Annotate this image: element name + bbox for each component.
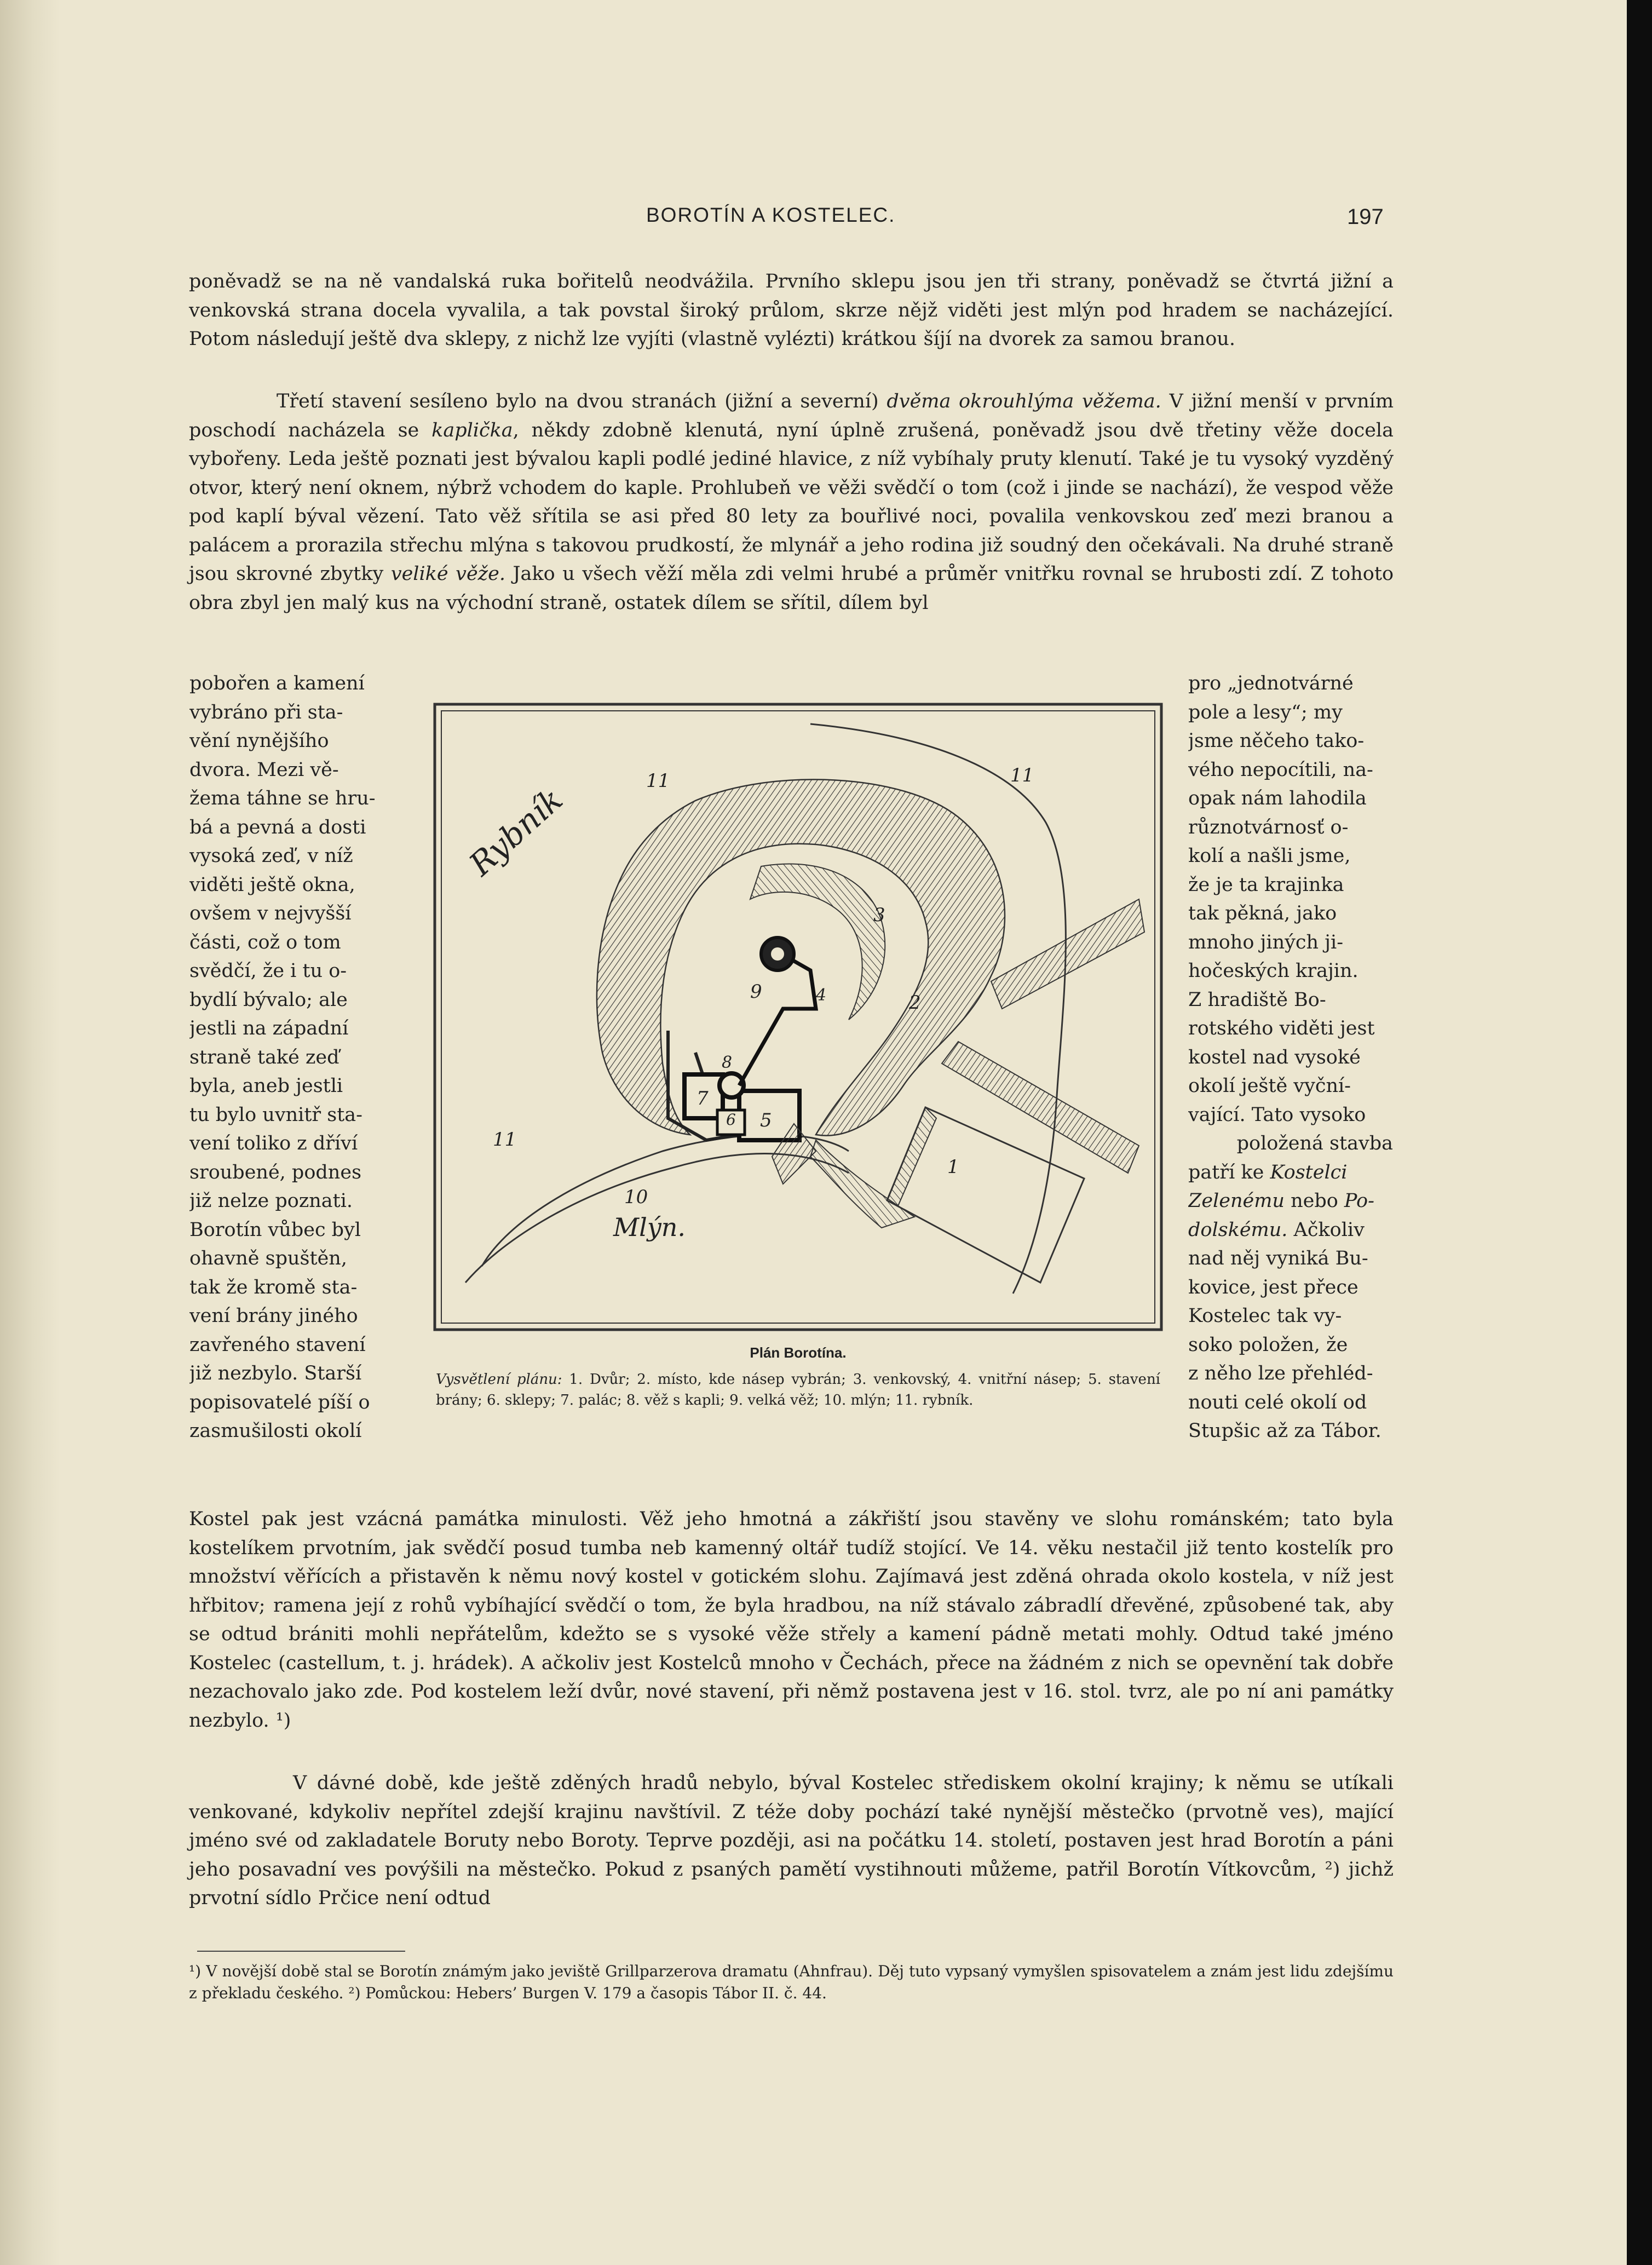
left-line: sroubené, podnes xyxy=(189,1161,362,1183)
right-line: mnoho jiných ji- xyxy=(1188,931,1344,953)
right-line: jsme něčeho tako- xyxy=(1188,730,1365,752)
label-10: 10 xyxy=(624,1186,648,1208)
tower-connecting-wall xyxy=(739,959,816,1085)
left-line: bá a pevná a dosti xyxy=(189,816,366,838)
right-line: kovice, jest přece xyxy=(1188,1276,1359,1298)
right-line: soko položen, že xyxy=(1188,1333,1348,1356)
label-5: 5 xyxy=(760,1109,772,1131)
label-4: 4 xyxy=(816,986,827,1005)
footnote-2: ²) Pomůckou: Hebers’ Burgen V. 179 a časopis Tábor II. č. 44. xyxy=(343,1984,827,2002)
courtyard-edge xyxy=(942,1042,1139,1173)
paragraph-2-text-c: V jižní menší v prvním poschodí nacházela se xyxy=(189,390,1394,441)
paragraph-4-text: V dávné době, kde ještě zděných hradů nebylo, býval Kostelec střediskem okolní krajiny; k němu se utíkali venkované, kdykoliv nepřítel zdejší krajinu navštívil. Z téže doby pochází také nynější městečko (prvotně ves), mající jméno své od zakladatele Boruty nebo Boroty. Teprve později, asi na počátku 14. století, postaven jest hrad Borotín a páni jeho posavadní ves povýšili na městečko. Pokud z psaných pamětí vystihnouti můžeme, patřil Borotín Vítkovcům, ²) jichž prvotní sídlo Prčice není odtud xyxy=(189,1772,1394,1909)
label-mlyn: Mlýn. xyxy=(613,1212,686,1242)
left-line: vení toliko z dříví xyxy=(189,1132,358,1154)
paragraph-4 xyxy=(189,1769,1394,1913)
left-line: žema táhne se hru- xyxy=(189,787,376,809)
paragraph-3 xyxy=(189,1505,1394,1735)
paragraph-2-text-g: Jako u všech věží měla zdi velmi hrubé a průměr vnitřku rovnal se hrubosti zdí. Z tohoto obra zbyl jen malý kus na východní straně, ostatek dílem se sřítil, dílem byl xyxy=(189,563,1394,614)
left-line: zasmušilosti okolí xyxy=(189,1420,362,1442)
paragraph-1 xyxy=(189,267,1394,354)
farmyard-wall xyxy=(887,1107,936,1206)
left-line: již nezbylo. Starší xyxy=(189,1363,362,1384)
label-11-left: 11 xyxy=(493,1129,517,1151)
right-line: že je ta krajinka xyxy=(1188,873,1344,896)
right-line: opak nám lahodila xyxy=(1188,787,1367,809)
paragraph-2 xyxy=(189,387,1394,617)
label-1: 1 xyxy=(947,1156,959,1178)
left-line: viděti ještě okna, xyxy=(189,873,355,896)
right-line: dolskému. Ačkoliv xyxy=(1188,1218,1365,1241)
label-8: 8 xyxy=(722,1053,733,1072)
left-line: tak že kromě sta- xyxy=(189,1276,358,1298)
paragraph-2-italic-towers: dvěma okrouhlýma věžema. xyxy=(887,390,1161,412)
left-line: Borotín vůbec byl xyxy=(189,1218,361,1241)
footnote-rule xyxy=(197,1951,405,1952)
left-line: vění nynějšího xyxy=(189,730,329,752)
right-line: Kostelec tak vy- xyxy=(1188,1305,1342,1327)
left-line: již nelze poznati. xyxy=(189,1190,353,1212)
right-line: kostel nad vysoké xyxy=(1188,1046,1361,1068)
paragraph-2-text-e: , někdy zdobně klenutá, nyní úplně zrušená, poněvadž jsou dvě třetiny věže docela vybořeny. Leda ještě poznati jest bývalou kapli podlé jediné hlavice, z níž vybíhaly pruty klenutí. Také je tu vysoký vyzděný otvor, který není oknem, nýbrž vchodem do kaple. Prohlubeň ve věži svědčí o tom (což i jinde se nachází), že vespod věže pod kaplí býval vězení. Tato věž sřítila se asi před 80 lety za bouřlivé noci, povalila venkovskou zeď mezi branou a palácem a prorazila střechu mlýna s takovou prudkostí, že mlynář a jeho rodina již soudný den očekávali. Na druhé straně jsou skrovné zbytky xyxy=(189,419,1394,585)
label-6: 6 xyxy=(726,1111,736,1129)
figure-legend-label: Vysvětlení plánu: xyxy=(436,1371,562,1388)
footnote-1: ¹) V novější době stal se Borotín známým jako jeviště Grillparzerova dramatu (Ahnfrau). Děj tuto vypsaný vymyšlen spisovatelem a znám jest lidu zdejšímu z překladu českého. xyxy=(189,1962,1394,2002)
right-line: tak pěkná, jako xyxy=(1188,902,1337,924)
left-line: jestli na západní xyxy=(189,1017,349,1039)
castle-plan-figure xyxy=(433,702,1164,1332)
label-9: 9 xyxy=(750,981,762,1003)
left-line: tu bylo uvnitř sta- xyxy=(189,1103,362,1126)
page-gutter-shadow xyxy=(0,0,60,2265)
road-hatched xyxy=(991,899,1144,1009)
left-line: popisovatelé píší o xyxy=(189,1391,370,1413)
label-2: 2 xyxy=(909,992,921,1014)
left-line: pobořen a kamení xyxy=(189,672,365,694)
scan-edge xyxy=(1627,0,1652,2265)
paragraph-2-italic-chapel: kaplička xyxy=(431,419,513,441)
right-line: rotského viděti jest xyxy=(1188,1017,1375,1039)
left-line: dvora. Mezi vě- xyxy=(189,758,339,781)
right-line: hočeských krajin. xyxy=(1188,960,1359,982)
figure-title: Plán Borotína. xyxy=(750,1344,847,1361)
figure-caption xyxy=(433,1344,1164,1411)
right-line: pro „jednotvárné xyxy=(1188,672,1354,694)
paragraph-1-text: poněvadž se na ně vandalská ruka bořitelů neodvážila. Prvního sklepu jsou jen tři strany, poněvadž se čtvrtá jižní a venkovská strana docela vyvalila, a tak povstal široký průlom, skrze nějž viděti jest mlýn pod hradem se nacházející. Potom následují ještě dva sklepy, z nichž lze vyjíti (vlastně vylézti) krátkou šíjí na dvorek za samou branou. xyxy=(189,271,1394,350)
right-line: okolí ještě vyční- xyxy=(1188,1075,1351,1097)
right-line: pole a lesy“; my xyxy=(1188,701,1343,723)
label-rybnik: Rybník xyxy=(462,780,570,883)
right-line: Z hradiště Bo- xyxy=(1188,988,1326,1011)
label-7: 7 xyxy=(697,1088,709,1109)
label-11-top-left: 11 xyxy=(646,770,670,792)
left-line: vybráno při sta- xyxy=(189,701,343,723)
right-wrap-column xyxy=(1188,669,1393,1446)
right-line: z něho lze přehléd- xyxy=(1188,1363,1373,1384)
right-line: položená stavba xyxy=(1236,1132,1393,1154)
right-line: vého nepocítili, na- xyxy=(1188,758,1373,781)
figure-legend-text: 1. Dvůr; 2. místo, kde násep vybrán; 3. venkovský, 4. vnitřní násep; 5. stavení brány; 6. sklepy; 7. palác; 8. věž s kapli; 9. velká věž; 10. mlýn; 11. rybník. xyxy=(436,1371,1161,1409)
paragraph-3-text: Kostel pak jest vzácná památka minulosti. Věž jeho hmotná a zákřiští jsou stavěny ve slohu románském; tato byla kostelíkem prvotním, jak svědčí posud tumba neb kamenný oltář tudíž stojící. Ve 14. věku nestačil již tento kostelík pro množství věřících a přistavěn k němu nový kostel v gotickém slohu. Zajímavá jest zděná ohrada okolo kostela, v níž jest hřbitov; ramena její z rohů vybíhající svědčí o tom, že byla hradbou, na níž stávalo zábradlí dřevěné, způsobené tak, aby se odtud brániti mohli nepřátelům, kdežto se s vysoké věže střely a kamení pádně metati mohly. Odtud také jméno Kostelec (castellum, t. j. hrádek). A ačkoliv jest Kostelců mnoho v Čechách, přece na žádném z nich se opevnění tak dobře nezachovalo jako zde. Pod kostelem leží dvůr, nové stavení, při němž postavena jest v 16. stol. tvrz, ale po ní ani památky nezbylo. ¹) xyxy=(189,1508,1394,1732)
right-line: vající. Tato vysoko xyxy=(1188,1103,1366,1126)
running-head: BOROTÍN A KOSTELEC. xyxy=(646,204,896,226)
right-line: Stupšic až za Tábor. xyxy=(1188,1420,1382,1442)
label-3: 3 xyxy=(873,904,885,926)
left-line: byla, aneb jestli xyxy=(189,1075,343,1097)
right-line: patří ke Kostelci xyxy=(1188,1161,1348,1183)
outer-rampart xyxy=(597,779,1005,1135)
left-line: straně také zeď xyxy=(189,1046,339,1068)
right-line: Zelenému nebo Po- xyxy=(1188,1190,1374,1212)
left-line: zavřeného stavení xyxy=(189,1333,366,1356)
left-line: ovšem v nejvyšší xyxy=(189,902,352,924)
right-line: různotvárnosť o- xyxy=(1188,816,1349,838)
footnotes xyxy=(189,1961,1394,2004)
right-line: kolí a našli jsme, xyxy=(1188,845,1351,867)
left-line: vení brány jiného xyxy=(189,1305,358,1327)
right-line: nouti celé okolí od xyxy=(1188,1391,1367,1413)
label-11-top-right: 11 xyxy=(1010,764,1034,786)
left-line: svědčí, že i tu o- xyxy=(189,960,347,982)
left-line: části, což o tom xyxy=(189,931,341,953)
paragraph-2-italic-great-tower: veliké věže. xyxy=(390,563,505,585)
right-line: nad něj vyniká Bu- xyxy=(1188,1248,1368,1269)
page-number: 197 xyxy=(1347,205,1384,229)
paragraph-2-text-a: Třetí stavení sesíleno bylo na dvou stranách (jižní a severní) xyxy=(277,390,887,412)
great-tower-core xyxy=(771,947,784,961)
figure-legend xyxy=(433,1369,1164,1411)
left-line: ohavně spuštěn, xyxy=(189,1248,347,1269)
castle-plan-drawing xyxy=(433,702,1164,1332)
left-line: bydlí bývalo; ale xyxy=(189,988,348,1011)
left-line: vysoká zeď, v níž xyxy=(189,845,353,867)
left-wrap-column xyxy=(189,669,399,1446)
